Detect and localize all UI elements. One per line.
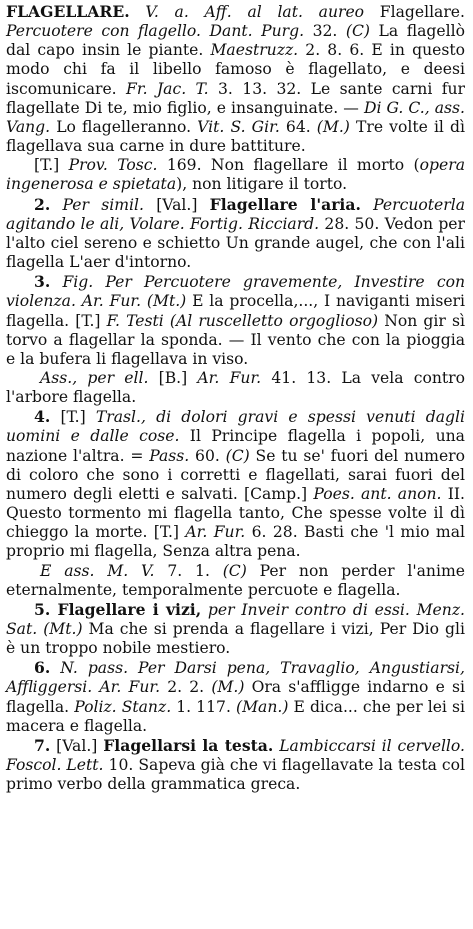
sense-6 (6, 658, 465, 736)
sense-label: Lambiccarsi il cervello. Foscol. Lett. (6, 736, 465, 775)
text: Tre volte il dì flagellava sua carne in dure battiture. (6, 117, 465, 156)
tag: [T.] (34, 156, 60, 175)
sense-7 (6, 736, 465, 794)
citation-mark: (C) (222, 561, 247, 580)
text: 3. 13. 32. Le sante carni fur flagellate Di te, mio figlio, e insanguinate. — (6, 79, 465, 117)
definition: Percuoterla agitando le ali, Volare. Fortig. Ricciard. (6, 195, 465, 233)
phrase: Flagellare l'aria. (209, 194, 361, 214)
text: Ma che si prenda a flagellare i vizi, Per Dio gli è un troppo nobile mestiero. (6, 620, 465, 658)
sense-label: Per simil. (50, 195, 144, 214)
absolute-use (6, 562, 465, 600)
definition: Percuotere con flagello. Dant. Purg. (6, 22, 305, 41)
citation-mark: (Mt.) (43, 620, 83, 638)
sense-2 (6, 195, 465, 273)
sense-label: N. pass. Per Darsi pena, Travaglio, Angustiarsi, Affliggersi. Ar. Fur. (6, 659, 465, 697)
text: 1. 117. (171, 697, 236, 716)
sense-number: 2. (34, 194, 51, 214)
text: 64. (279, 117, 317, 136)
phrase: Flagellarsi la testa. (103, 735, 274, 755)
text: [Val.] (143, 195, 210, 214)
sense-label: Ass., per ell. (40, 368, 149, 387)
text: E dica... che per lei si macera e flagella. (6, 697, 465, 735)
source: F. Testi (Al ruscelletto orgoglioso) (106, 311, 379, 330)
sense-3 (6, 272, 465, 369)
text: Flagellare. (364, 3, 465, 21)
text: 32. (304, 22, 346, 41)
source: Poliz. Stanz. (74, 697, 172, 716)
text: Non gir sì torvo a flagellar la sponda. — Il vento che con la pioggia e la bufera li flagellava in viso. (6, 311, 465, 368)
sense-label: Trasl., di dolori gravi e spessi venuti dagli uomini e dalle cose. (6, 408, 465, 446)
source: Pass. (149, 446, 190, 465)
entry-definition (6, 2, 465, 156)
text: 28. 50. Vedon per l'alto ciel sereno e schietto Un grande augel, che con l'ali flagella L'aer d'intorno. (6, 214, 465, 272)
sense-number: 6. (34, 658, 51, 678)
proverb-paragraph (6, 156, 465, 194)
source: Poes. ant. anon. (313, 484, 442, 503)
sense-5 (6, 600, 465, 658)
citation-mark: (C) (345, 22, 371, 41)
text: 7. 1. (154, 561, 223, 580)
sense-number: 3. (34, 272, 51, 292)
source: Vit. S. Gir. (197, 117, 280, 136)
headword: FLAGELLARE. (6, 2, 130, 21)
citation-mark: (C) (225, 446, 250, 465)
text: 2. 8. 6. E in questo modo chi fa il libello famoso è flagellato, e deesi iscomunicare. (6, 41, 465, 98)
gloss: opera ingenerosa e spietata (6, 156, 465, 194)
text: [B.] (148, 368, 198, 387)
absolute-use (6, 369, 465, 407)
text: 169. Non flagellare il morto ( (157, 156, 420, 175)
text: Ora s'affligge indarno e si flagella. (6, 678, 465, 716)
source: Di G. C., ass. Vang. (6, 98, 466, 136)
text: Se tu se' fuori del numero di coloro che sono i corretti e flagellati, sarai fuori del numero degli eletti e salvati. [Camp.] (6, 446, 466, 503)
text: [T.] (50, 408, 96, 427)
sense-label: per Inveir contro di essi. Menz. Sat. (6, 600, 465, 638)
sense-number: 4. (34, 407, 51, 427)
text: E la procella,..., I naviganti miseri flagella. [T.] (6, 292, 465, 330)
source: Prov. Tosc. (59, 156, 158, 175)
citation-mark: (Man.) (235, 697, 289, 716)
text: 10. Sapeva già che vi flagellavate la testa col primo verbo della grammatica greca. (6, 756, 466, 794)
source: Ar. Fur. (197, 368, 262, 387)
text: Lo flagelleranno. (50, 117, 198, 136)
source: Fr. Jac. T. (126, 79, 209, 98)
sense-number: 5. (34, 599, 51, 619)
text: 6. 28. Basti che 'l mio mal proprio mi flagella, Senza altra pena. (6, 523, 465, 561)
sense-label: E ass. M. V. (40, 561, 155, 580)
text: 2. 2. (160, 678, 212, 697)
source: Ar. Fur. (185, 523, 246, 542)
citation-mark: (Mt.) (146, 292, 187, 311)
text: 60. (189, 446, 226, 465)
citation-mark: (M.) (211, 678, 245, 697)
text: ), non litigare il torto. (176, 175, 348, 194)
part-of-speech: V. a. Aff. al lat. aureo (145, 3, 365, 21)
citation-mark: (M.) (316, 117, 350, 136)
sense-4 (6, 407, 465, 561)
phrase: Flagellare i vizi, (50, 599, 202, 619)
text: 41. 13. La vela contro l'arbore flagella. (6, 368, 466, 407)
text: La flagellò dal capo insin le piante. (6, 22, 465, 60)
sense-number: 7. (34, 735, 51, 755)
text: II. Questo tormento mi flagella tanto, Che spesse volte il dì chieggo la morte. [T.] (6, 484, 466, 542)
sense-label: Fig. Per Percuotere gravemente, Investire con violenza. Ar. Fur. (6, 273, 465, 311)
source: Maestruzz. (210, 41, 299, 60)
text: [Val.] (50, 736, 104, 755)
text: Per non perder l'anime eternalmente, temporalmente percuote e flagella. (6, 561, 465, 599)
text: Il Principe flagella i popoli, una nazione l'altra. = (6, 427, 465, 465)
